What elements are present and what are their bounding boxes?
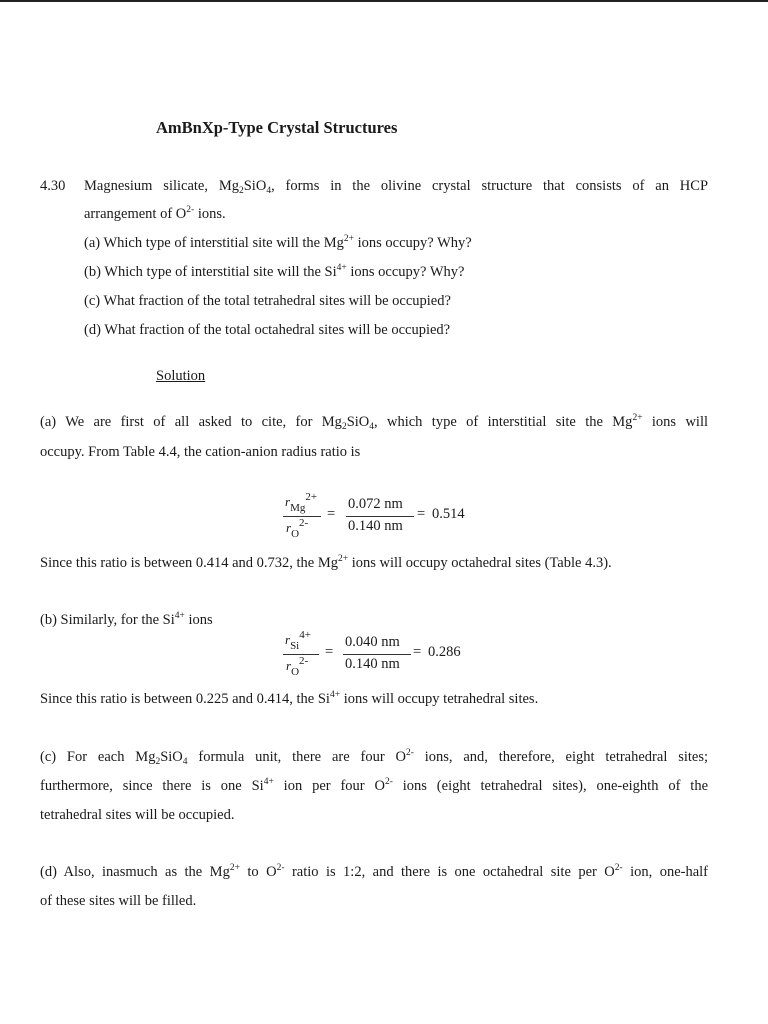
question-d: (d) What fraction of the total octahedral sites will be occupied?	[84, 322, 451, 338]
top-border	[0, 0, 768, 2]
eq-b-denominator-symbol: $r_O^{2-}$	[286, 655, 309, 678]
problem-line-2: arrangement of $O^{2-}$ ions.	[84, 205, 226, 222]
part-a-line-1: (a) We are first of all asked to cite, for $Mg_2SiO_4$, which type of interstitial site the $Mg^{2+}$ ions will	[40, 413, 708, 432]
question-c: (c) What fraction of the total tetrahedral sites will be occupied?	[84, 293, 451, 309]
eq-a-numerator-symbol: $r_{Mg}^{2+}$	[285, 491, 318, 514]
solution-label: Solution	[156, 368, 206, 384]
eq-a-numerator-value: 0.072 nm	[348, 496, 403, 512]
eq-a-equals-1: =	[327, 506, 336, 522]
problem-number: 4.30	[40, 178, 66, 194]
eq-a-denominator-symbol: $r_O^{2-}$	[286, 517, 309, 540]
eq-a-equals-2: =	[417, 506, 426, 522]
part-c-line-3: tetrahedral sites will be occupied.	[40, 807, 235, 823]
part-d-line-2: of these sites will be filled.	[40, 893, 197, 909]
part-a-conclusion: Since this ratio is between 0.414 and 0.732, the $Mg^{2+}$ ions will occupy octahedral sites (Table 4.3).	[40, 554, 612, 571]
part-c-line-2: furthermore, since there is one $Si^{4+}$ ion per four $O^{2-}$ ions (eight tetrahedral sites), one-eighth of the	[40, 777, 708, 794]
part-c-line-1: (c) For each $Mg_2SiO_4$ formula unit, there are four $O^{2-}$ ions, and, therefore, eight tetrahedral sites;	[40, 748, 708, 767]
page-heading: AmBnXp-Type Crystal Structures	[156, 118, 398, 137]
question-a: (a) Which type of interstitial site will the $Mg^{2+}$ ions occupy? Why?	[84, 234, 472, 251]
part-d-line-1: (d) Also, inasmuch as the $Mg^{2+}$ to $O^{2-}$ ratio is 1:2, and there is one octahedral site per $O^{2-}$ ion, one-half	[40, 863, 709, 880]
eq-b-equals-1: =	[325, 644, 334, 660]
eq-b-result: 0.286	[428, 644, 461, 660]
eq-b-right-fraction-bar	[343, 654, 411, 655]
eq-a-result: 0.514	[432, 506, 465, 522]
eq-a-denominator-value: 0.140 nm	[348, 518, 403, 534]
problem-line-1: Magnesium silicate, $Mg_2SiO_4$, forms in the olivine crystal structure that consists of an HCP	[84, 178, 709, 196]
eq-b-numerator-value: 0.040 nm	[345, 634, 400, 650]
eq-a-right-fraction-bar	[346, 516, 414, 517]
part-b-conclusion: Since this ratio is between 0.225 and 0.414, the $Si^{4+}$ ions will occupy tetrahedral sites.	[40, 690, 539, 707]
part-b-line-1: (b) Similarly, for the $Si^{4+}$ ions	[40, 611, 213, 628]
eq-b-equals-2: =	[413, 644, 422, 660]
part-a-line-2: occupy. From Table 4.4, the cation-anion radius ratio is	[40, 444, 361, 460]
eq-b-numerator-symbol: $r_{Si}^{4+}$	[285, 629, 311, 652]
eq-b-denominator-value: 0.140 nm	[345, 656, 400, 672]
question-b: (b) Which type of interstitial site will the $Si^{4+}$ ions occupy? Why?	[84, 263, 465, 280]
